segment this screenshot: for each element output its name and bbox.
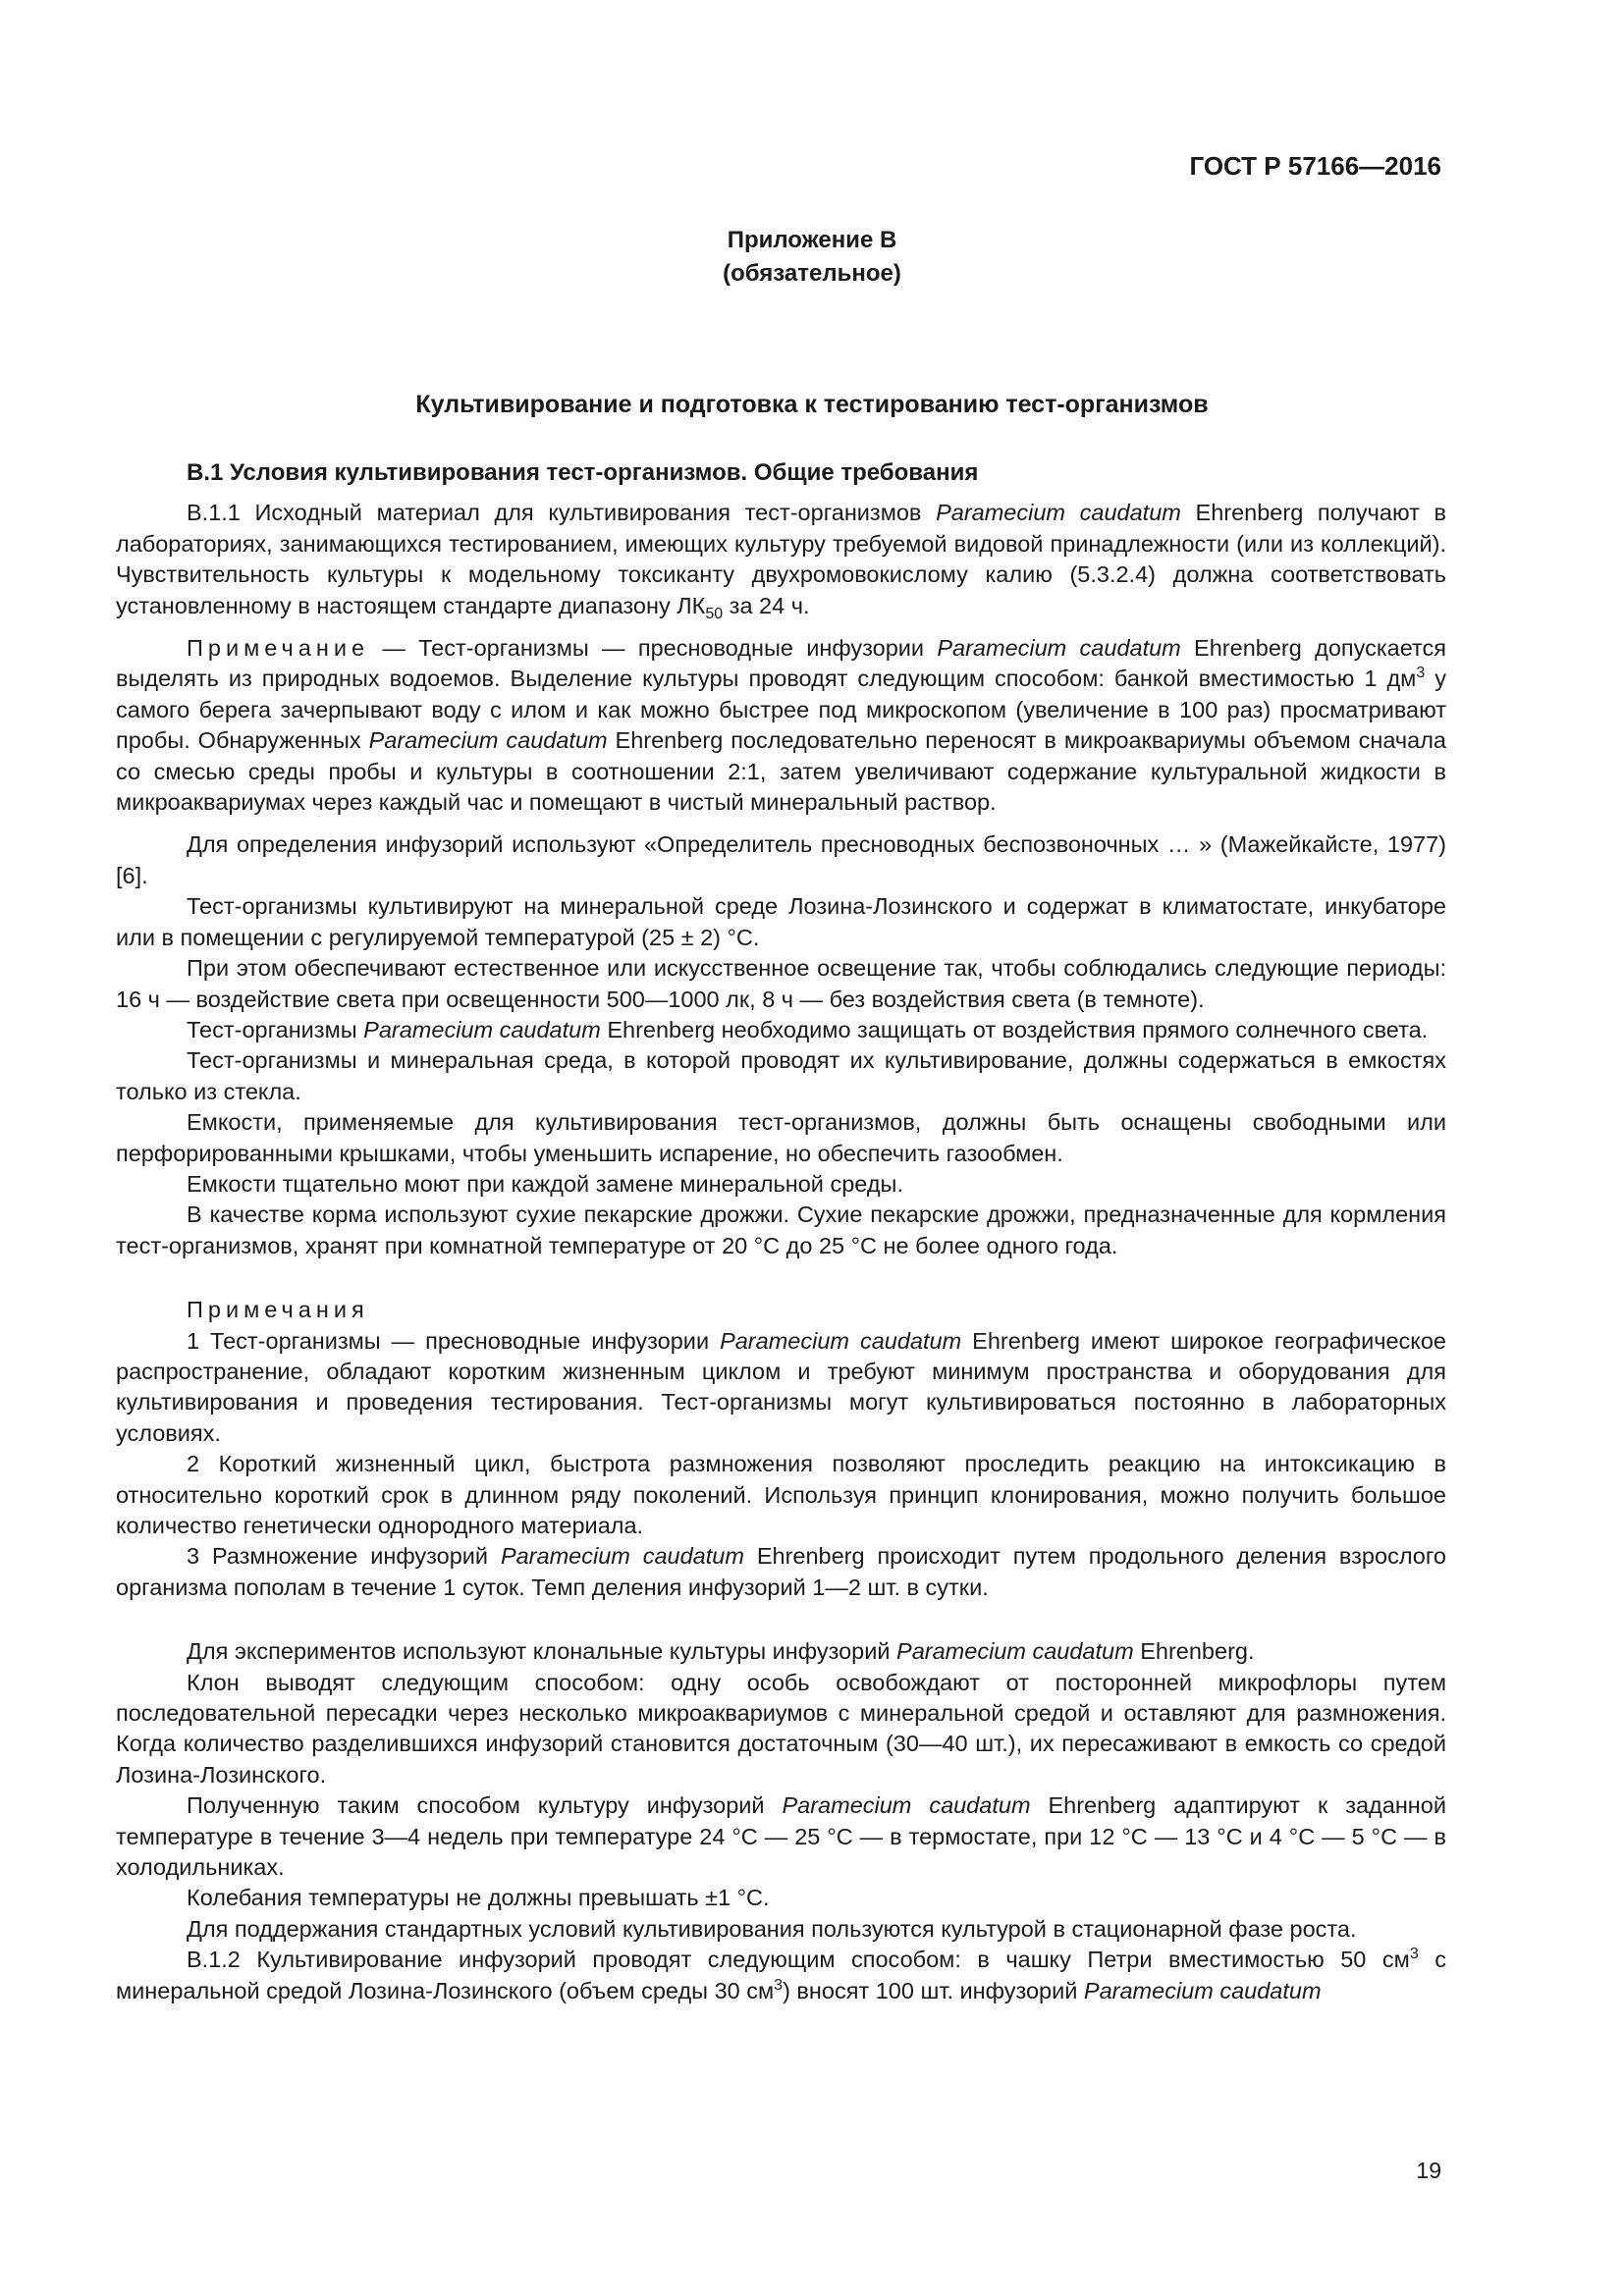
species-name: Paramecium caudatum <box>896 1638 1134 1665</box>
species-name: Paramecium caudatum <box>500 1543 744 1570</box>
appendix-title: Приложение В <box>727 227 897 253</box>
note-item-2: 2 Короткий жизненный цикл, быстрота размножения позволяют проследить реакцию на интоксикацию в относительно короткий срок в длинном ряду поколений. Используя принцип клонирования, можно получить большое количество генетически однородного материала. <box>116 1451 1446 1538</box>
species-name: Paramecium caudatum <box>363 1016 601 1042</box>
paragraph-temperature-fluctuation: Колебания температуры не должны превышать ±1 °С. <box>187 1885 770 1911</box>
paragraph-glass: Тест-организмы и минеральная среда, в которой проводят их культивирование, должны содержаться в емкостях только из стекла. <box>116 1047 1446 1104</box>
paragraph-b11: В.1.1 Исходный материал для культивирования тест-организмов Paramecium caudatum Ehrenberg получают в лабораториях, занимающихся тестированием, имеющих культуру требуемой видовой принадлежности (или из коллекций). Чувствительность культуры к модельному токсиканту двухромовокислому калию (5.3.2.4) должна соответствовать установленному в настоящем стандарте диапазону $ЛК_{50}$ за 24 ч. <box>116 500 1447 622</box>
species-name: Paramecium caudatum <box>720 1327 962 1354</box>
paragraph-containers: Емкости, применяемые для культивирования тест-организмов, должны быть оснащены свободными или перфорированными крышками, чтобы уменьшить испарение, но обеспечить газообмен. <box>116 1109 1446 1166</box>
species-name: Paramecium caudatum <box>936 500 1181 526</box>
paragraph-stationary-phase: Для поддержания стандартных условий культивирования пользуются культурой в стационарной фазе роста. <box>187 1915 1357 1942</box>
appendix-status: (обязательное) <box>723 260 901 287</box>
appendix-heading <box>0 224 1624 291</box>
paragraph-washing: Емкости тщательно моют при каждой замене минеральной среды. <box>187 1170 903 1197</box>
paragraph-clonal-cultures: Для экспериментов используют клональные культуры инфузорий Paramecium caudatum Ehrenberg. <box>187 1638 1255 1665</box>
paragraph-clone-method: Клон выводят следующим способом: одну особь освобождают от посторонней микрофлоры путем последовательной пересадки через несколько микроаквариумов с минеральной средой и оставляют для размножения. Когда количество разделившихся инфузорий становится достаточным (30—40 шт.), их пересаживают в емкость со средой Лозина-Лозинского. <box>116 1669 1446 1788</box>
document-body <box>116 457 1446 2006</box>
note-item-1: 1 Тест-организмы — пресноводные инфузории Paramecium caudatum Ehrenberg имеют широкое географическое распространение, обладают коротким жизненным циклом и требуют минимум пространства и оборудования для культивирования и проведения тестирования. Тест-организмы могут культивироваться постоянно в лабораторных условиях. <box>116 1327 1446 1446</box>
page-number: 19 <box>1416 2158 1441 2183</box>
species-name: Paramecium caudatum <box>937 635 1181 662</box>
paragraph-feeding: В качестве корма используют сухие пекарские дрожжи. Сухие пекарские дрожжи, предназначенные для кормления тест-организмов, хранят при комнатной температуре от 20 °С до 25 °С не более одного года. <box>116 1201 1446 1258</box>
species-name: Paramecium caudatum <box>782 1792 1031 1819</box>
paragraph-lighting: При этом обеспечивают естественное или искусственное освещение так, чтобы соблюдались следующие периоды: 16 ч — воздействие света при освещенности 500—1000 лк, 8 ч — без воздействия света (в темноте). <box>116 955 1446 1012</box>
paragraph-adaptation: Полученную таким способом культуру инфузорий Paramecium caudatum Ehrenberg адаптируют к заданной температуре в течение 3—4 недель при температуре 24 °С — 25 °С — в термостате, при 12 °С — 13 °С и 4 °С — 5 °С — в холодильниках. <box>116 1792 1446 1881</box>
paragraph-b12: В.1.2 Культивирование инфузорий проводят следующим способом: в чашку Петри вместимостью 50 $см^3$ с минеральной средой Лозина-Лозинского (объем среды 30 $см^3$) вносят 100 шт. инфузорий Paramecium caudatum <box>116 1946 1446 2003</box>
species-name: Paramecium caudatum <box>1083 1977 1322 2003</box>
paragraph-cultivation: Тест-организмы культивируют на минеральной среде Лозина-Лозинского и содержат в климатостате, инкубаторе или в помещении с регулируемой температурой (25 ± 2) °С. <box>116 893 1446 950</box>
note-label: Примечание <box>187 635 370 662</box>
species-name: Paramecium caudatum <box>368 727 608 754</box>
standard-number: ГОСТ Р 57166—2016 <box>1189 151 1441 181</box>
note-paragraph: Примечание — Тест-организмы — пресноводные инфузории Paramecium caudatum Ehrenberg допускается выделять из природных водоемов. Выделение культуры проводят следующим способом: банкой вместимостью 1 $дм^3$ у самого берега зачерпывают воду с илом и как можно быстрее под микроскопом (увеличение в 100 раз) просматривают пробы. Обнаруженных Paramecium caudatum Ehrenberg последовательно переносят в микроаквариумы объемом сначала со смесью среды пробы и культуры в соотношении 2:1, затем увеличивают содержание культуральной жидкости в микроаквариумах через каждый час и помещают в чистый минеральный раствор. <box>116 635 1447 816</box>
notes-label: Примечания <box>187 1297 369 1323</box>
main-title: Культивирование и подготовка к тестированию тест-организмов <box>415 391 1209 418</box>
note-item-3: 3 Размножение инфузорий Paramecium caudatum Ehrenberg происходит путем продольного деления взрослого организма пополам в течение 1 суток. Темп деления инфузорий 1—2 шт. в сутки. <box>116 1543 1446 1600</box>
section-heading-b1: В.1 Условия культивирования тест-организмов. Общие требования <box>187 459 979 486</box>
paragraph-protection: Тест-организмы Paramecium caudatum Ehrenberg необходимо защищать от воздействия прямого солнечного света. <box>187 1016 1429 1042</box>
paragraph-identification: Для определения инфузорий используют «Определитель пресноводных беспозвоночных … » (Мажейкайсте, 1977) [6]. <box>116 831 1446 888</box>
